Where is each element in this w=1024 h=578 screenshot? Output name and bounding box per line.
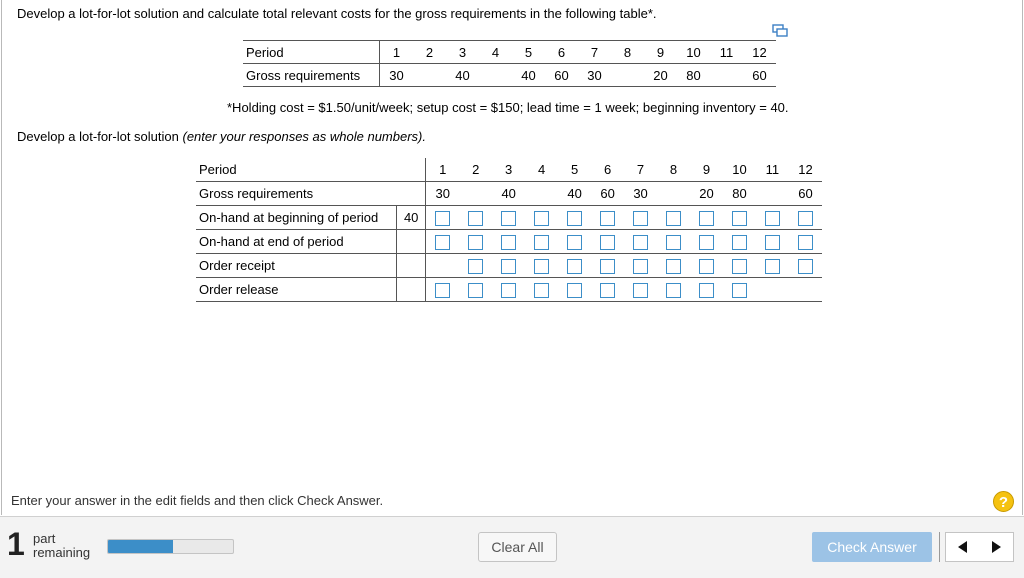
answer-gross-cell	[756, 182, 789, 206]
order-release-row	[196, 278, 822, 302]
on-hand-begin-input[interactable]	[765, 211, 780, 226]
answer-period-row	[196, 158, 822, 182]
parts-remaining-count: 1	[7, 526, 25, 562]
given-period-cell: 8	[611, 41, 644, 64]
on-hand-begin-input[interactable]	[666, 211, 681, 226]
given-period-label: Period	[243, 41, 380, 64]
given-period-cell: 6	[545, 41, 578, 64]
on-hand-end-input[interactable]	[666, 235, 681, 250]
answer-gross-cell	[459, 182, 492, 206]
given-period-cell: 9	[644, 41, 677, 64]
blank-cell	[397, 158, 426, 182]
order-release-input[interactable]	[699, 283, 714, 298]
answer-gross-cell: 60	[591, 182, 624, 206]
order-receipt-label: Order receipt	[196, 254, 397, 278]
previous-arrow-icon[interactable]	[958, 541, 967, 553]
on-hand-begin-label: On-hand at beginning of period	[196, 206, 397, 230]
answer-period-cell: 4	[525, 158, 558, 182]
on-hand-end-input[interactable]	[798, 235, 813, 250]
given-gross-cell: 30	[578, 64, 611, 87]
on-hand-begin-input[interactable]	[600, 211, 615, 226]
order-receipt-input[interactable]	[732, 259, 747, 274]
initial-on-hand-value: 40	[397, 206, 426, 230]
on-hand-begin-input[interactable]	[633, 211, 648, 226]
footer-separator	[939, 532, 940, 562]
answer-period-cell: 6	[591, 158, 624, 182]
parts-label-line1: part	[33, 531, 56, 546]
given-data-table	[243, 40, 776, 87]
answer-gross-cell: 40	[558, 182, 591, 206]
given-gross-label: Gross requirements	[243, 64, 380, 87]
instruction-italic: (enter your responses as whole numbers).	[182, 129, 426, 144]
on-hand-begin-input[interactable]	[435, 211, 450, 226]
frame-right-border	[1022, 0, 1023, 515]
given-gross-cell: 40	[512, 64, 545, 87]
on-hand-end-input[interactable]	[534, 235, 549, 250]
order-receipt-input[interactable]	[666, 259, 681, 274]
on-hand-end-label: On-hand at end of period	[196, 230, 397, 254]
order-receipt-input[interactable]	[567, 259, 582, 274]
order-release-input[interactable]	[567, 283, 582, 298]
answer-gross-cell: 20	[690, 182, 723, 206]
order-receipt-input[interactable]	[699, 259, 714, 274]
answer-gross-cell: 40	[492, 182, 525, 206]
on-hand-begin-input[interactable]	[501, 211, 516, 226]
blank-cell	[426, 254, 459, 278]
given-gross-cell	[611, 64, 644, 87]
copy-table-icon[interactable]	[772, 24, 788, 38]
question-nav	[945, 532, 1014, 562]
check-answer-button[interactable]: Check Answer	[812, 532, 932, 562]
given-period-cell: 2	[413, 41, 446, 64]
blank-cell	[397, 254, 426, 278]
answer-gross-row	[196, 182, 822, 206]
parts-remaining-label	[33, 532, 90, 560]
answer-period-cell: 7	[624, 158, 657, 182]
answer-period-cell: 8	[657, 158, 690, 182]
footer-instruction: Enter your answer in the edit fields and then click Check Answer.	[11, 493, 384, 508]
on-hand-begin-input[interactable]	[468, 211, 483, 226]
frame-left-border	[1, 0, 2, 515]
given-period-cell: 1	[380, 41, 414, 64]
answer-period-cell: 12	[789, 158, 822, 182]
order-receipt-row	[196, 254, 822, 278]
order-release-input[interactable]	[435, 283, 450, 298]
on-hand-begin-input[interactable]	[699, 211, 714, 226]
on-hand-end-input[interactable]	[468, 235, 483, 250]
given-period-cell: 12	[743, 41, 776, 64]
on-hand-end-input[interactable]	[600, 235, 615, 250]
answer-gross-label: Gross requirements	[196, 182, 397, 206]
order-release-input[interactable]	[633, 283, 648, 298]
order-release-input[interactable]	[666, 283, 681, 298]
answer-gross-cell	[657, 182, 690, 206]
order-receipt-input[interactable]	[600, 259, 615, 274]
instruction-text	[17, 129, 426, 144]
blank-cell	[789, 278, 822, 302]
next-arrow-icon[interactable]	[992, 541, 1001, 553]
answer-gross-cell: 60	[789, 182, 822, 206]
blank-cell	[397, 278, 426, 302]
cost-footnote: *Holding cost = $1.50/unit/week; setup cost = $150; lead time = 1 week; beginning inventory = 40.	[227, 100, 789, 115]
given-period-cell: 3	[446, 41, 479, 64]
order-receipt-input[interactable]	[798, 259, 813, 274]
given-gross-cell: 60	[545, 64, 578, 87]
progress-bar	[107, 539, 234, 554]
on-hand-end-input[interactable]	[765, 235, 780, 250]
answer-gross-cell: 30	[426, 182, 459, 206]
on-hand-begin-row	[196, 206, 822, 230]
on-hand-end-row	[196, 230, 822, 254]
answer-period-cell: 5	[558, 158, 591, 182]
order-receipt-input[interactable]	[501, 259, 516, 274]
order-release-input[interactable]	[600, 283, 615, 298]
order-release-input[interactable]	[501, 283, 516, 298]
question-text: Develop a lot-for-lot solution and calculate total relevant costs for the gross requirements in the following table*.	[17, 6, 657, 21]
order-release-input[interactable]	[534, 283, 549, 298]
order-receipt-input[interactable]	[633, 259, 648, 274]
help-icon[interactable]: ?	[993, 491, 1014, 512]
answer-period-cell: 10	[723, 158, 756, 182]
order-release-label: Order release	[196, 278, 397, 302]
given-gross-row	[243, 64, 776, 87]
answer-period-cell: 1	[426, 158, 459, 182]
given-period-cell: 11	[710, 41, 743, 64]
on-hand-begin-input[interactable]	[798, 211, 813, 226]
given-gross-cell	[413, 64, 446, 87]
given-period-row	[243, 41, 776, 64]
on-hand-end-input[interactable]	[567, 235, 582, 250]
on-hand-end-input[interactable]	[732, 235, 747, 250]
answer-gross-cell: 30	[624, 182, 657, 206]
answer-period-cell: 11	[756, 158, 789, 182]
on-hand-end-input[interactable]	[435, 235, 450, 250]
on-hand-end-input[interactable]	[699, 235, 714, 250]
answer-period-label: Period	[196, 158, 397, 182]
given-period-cell: 7	[578, 41, 611, 64]
answer-gross-cell: 80	[723, 182, 756, 206]
blank-cell	[397, 230, 426, 254]
given-gross-cell: 20	[644, 64, 677, 87]
on-hand-end-input[interactable]	[501, 235, 516, 250]
order-receipt-input[interactable]	[534, 259, 549, 274]
parts-label-line2: remaining	[33, 545, 91, 560]
progress-fill	[108, 540, 173, 553]
order-receipt-input[interactable]	[468, 259, 483, 274]
order-receipt-input[interactable]	[765, 259, 780, 274]
given-gross-cell: 60	[743, 64, 776, 87]
on-hand-begin-input[interactable]	[732, 211, 747, 226]
order-release-input[interactable]	[468, 283, 483, 298]
answer-period-cell: 3	[492, 158, 525, 182]
given-period-cell: 10	[677, 41, 710, 64]
given-period-cell: 5	[512, 41, 545, 64]
given-gross-cell: 40	[446, 64, 479, 87]
given-gross-cell	[710, 64, 743, 87]
given-gross-cell	[479, 64, 512, 87]
on-hand-end-input[interactable]	[633, 235, 648, 250]
answer-gross-cell	[525, 182, 558, 206]
answer-table	[196, 158, 822, 302]
on-hand-begin-input[interactable]	[534, 211, 549, 226]
clear-all-button[interactable]: Clear All	[478, 532, 557, 562]
answer-period-cell: 9	[690, 158, 723, 182]
on-hand-begin-input[interactable]	[567, 211, 582, 226]
answer-period-cell: 2	[459, 158, 492, 182]
instruction-main: Develop a lot-for-lot solution	[17, 129, 183, 144]
given-gross-cell: 80	[677, 64, 710, 87]
blank-cell	[756, 278, 789, 302]
blank-cell	[397, 182, 426, 206]
given-gross-cell: 30	[380, 64, 414, 87]
given-period-cell: 4	[479, 41, 512, 64]
order-release-input[interactable]	[732, 283, 747, 298]
